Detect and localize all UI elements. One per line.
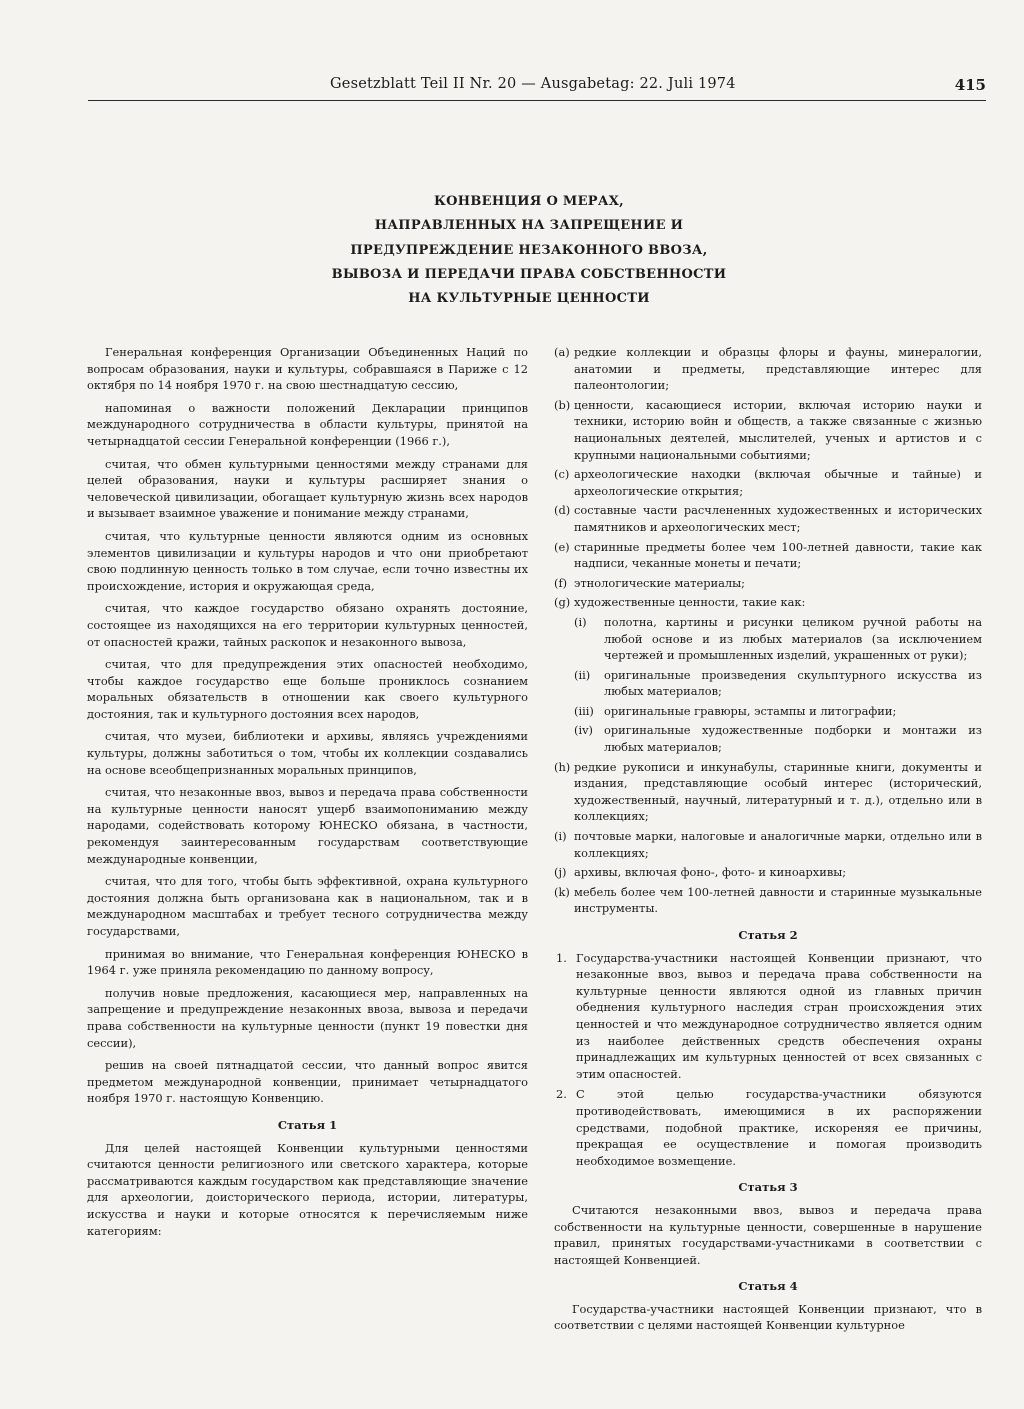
preamble-paragraph: напоминая о важности положений Декларации принципов международного сотрудничества в области культуры, принятой на четырнадцатой сессии Генеральной конференции (1966 г.), (87, 400, 528, 448)
item-text: мебель более чем 100-летней давности и старинные музыкальные инструменты. (574, 884, 982, 916)
item-marker: (e) (554, 539, 570, 554)
numbered-clause (556, 1086, 982, 1169)
article-1-text: Для целей настоящей Конвенции культурными ценностями считаются ценности религиозного или светского характера, которые рассматриваются каждым государством как представляющие значение для археологии, доисторического периода, истории, литературы, искусства и науки и которые относятся к перечисляемым ниже категориям: (87, 1140, 528, 1238)
item-text: художественные ценности, такие как: (574, 595, 806, 610)
preamble-paragraph: считая, что музеи, библиотеки и архивы, являясь учреждениями культуры, должны заботиться о том, чтобы их коллекции создавались на основе всеобщепризнанных моральных принципов, (87, 729, 528, 777)
sub-list-item (574, 722, 982, 755)
item-marker: (a) (554, 345, 570, 359)
clause-text: Государства-участники настоящей Конвенции признают, что незаконные ввоз, вывоз и передача права собственности на культурные ценности являются одной из главных причин обеднения культурного наследия стран происхождения этих ценностей и что международное сотрудничество является одним из наиболее действенных средств обеспечения охраны принадлежащих им культурных ценностей от всех связанных с этим опасностей. (576, 950, 982, 1081)
item-marker: (f) (554, 575, 568, 590)
sub-item-marker: (iii) (574, 703, 594, 718)
article-3-text: Считаются незаконными ввоз, вывоз и передача права собственности на культурные ценности, совершенные в нарушение правил, принятых государствами-участниками в соответствии с настоящей Конвенцией. (554, 1202, 982, 1267)
sub-list-item (574, 614, 982, 664)
list-item (554, 466, 982, 499)
page-header (88, 76, 986, 101)
sub-list-item (574, 667, 982, 700)
article-2-heading: Статья 2 (738, 928, 798, 942)
preamble-paragraph: получив новые предложения, касающиеся мер, направленных на запрещение и предупреждение незаконных ввоза, вывоза и передачи права собственности на культурные ценности (пункт 19 повестки дня сессии), (87, 985, 528, 1050)
numbered-clause (556, 950, 982, 1083)
sub-item-marker: (iv) (574, 723, 593, 738)
preamble-paragraph: считая, что обмен культурными ценностями между странами для целей образования, науки и культуры расширяет знания о человеческой цивилизации, обогащает культурную жизнь всех народов и вызывает взаимное уважение и понимание между странами, (87, 456, 528, 521)
preamble-paragraph: считая, что каждое государство обязано охранять достояние, состоящее из находящихся на его территории культурных ценностей, от опасностей кражи, тайных раскопок и незаконного вывоза, (87, 601, 528, 649)
list-item (554, 759, 982, 825)
item-text: почтовые марки, налоговые и аналогичные марки, отдельно или в коллекциях; (574, 829, 982, 860)
item-marker: (b) (554, 397, 571, 412)
item-marker: (i) (554, 829, 567, 844)
item-text: этнологические материалы; (574, 575, 746, 590)
preamble-paragraph: считая, что для того, чтобы быть эффективной, охрана культурного достояния должна быть организована как в национальном, так и в международном масштабах и требует тесного сотрудничества между государствами, (87, 874, 528, 938)
list-item (554, 884, 982, 917)
title-line: НА КУЛЬТУРНЫЕ ЦЕННОСТИ (408, 291, 650, 307)
sub-list-item (574, 703, 982, 720)
list-item (554, 397, 982, 463)
title-line: НАПРАВЛЕННЫХ НА ЗАПРЕЩЕНИЕ И (374, 218, 684, 234)
title-line: КОНВЕНЦИЯ О МЕРАХ, (434, 194, 624, 209)
item-text: старинные предметы более чем 100-летней давности, такие как надписи, чеканные монеты и печати; (574, 539, 982, 571)
item-marker: (h) (554, 759, 571, 774)
item-text: архивы, включая фоно-, фото- и киноархивы; (574, 865, 847, 880)
list-item (554, 539, 982, 572)
item-text: редкие коллекции и образцы флоры и фауны, минералогии, анатомии и предметы, представляющие интерес для палеонтологии; (574, 345, 982, 393)
title-line: ВЫВОЗА И ПЕРЕДАЧИ ПРАВА СОБСТВЕННОСТИ (331, 266, 727, 282)
sub-item-marker: (i) (574, 614, 587, 629)
item-text: ценности, касающиеся истории, включая историю науки и техники, историю войн и обществ, а также связанные с жизнью национальных деятелей, мыслителей, ученых и артистов и с крупными национальными событиями; (574, 397, 982, 462)
item-marker: (j) (554, 865, 567, 880)
article-3-heading: Статья 3 (738, 1180, 798, 1195)
preamble-paragraph: считая, что незаконные ввоз, вывоз и передача права собственности на культурные ценности наносят ущерб взаимопониманию между народами, содействовать которому ЮНЕСКО обязана, в частности, рекомендуя заинтересованным государствам соответствующие международные конвенции, (87, 785, 528, 866)
left-column (87, 344, 528, 1245)
item-marker: (k) (554, 884, 570, 899)
preamble-paragraph: считая, что культурные ценности являются одним из основных элементов цивилизации и культуры народов и что они приобретают свою подлинную ценность только в том случае, если точно известны их происхождение, история и окружающая среда, (87, 528, 528, 593)
clause-number: 2. (556, 1087, 567, 1102)
item-marker: (g) (554, 595, 571, 610)
sub-item-text: оригинальные гравюры, эстампы и литографии; (604, 703, 897, 718)
sub-item-marker: (ii) (574, 667, 591, 682)
item-text: составные части расчлененных художественных и исторических памятников и археологических мест; (574, 503, 982, 534)
item-marker: (d) (554, 503, 571, 518)
clause-number: 1. (556, 950, 567, 965)
list-item (554, 864, 982, 881)
preamble-paragraph: Генеральная конференция Организации Объединенных Наций по вопросам образования, науки и культуры, собравшаяся в Париже с 12 октября по 14 ноября 1970 г. на свою шестнадцатую сессию, (87, 345, 528, 393)
item-text: редкие рукописи и инкунабулы, старинные книги, документы и издания, представляющие особый интерес (исторический, художественный, научный, литературный и т. д.), отдельно или в коллекциях; (574, 759, 982, 824)
gazette-header: Gesetzblatt Teil II Nr. 20 — Ausgabetag: 22. Juli 1974 (330, 76, 736, 92)
right-column (554, 344, 982, 1340)
list-item (554, 502, 982, 535)
preamble-paragraph: принимая во внимание, что Генеральная конференция ЮНЕСКО в 1964 г. уже приняла рекомендацию по данному вопросу, (87, 946, 528, 978)
article-1-heading: Статья 1 (277, 1117, 338, 1132)
list-item (554, 575, 982, 592)
clause-text: С этой целью государства-участники обязуются противодействовать, имеющимися в их распоряжении средствами, подобной практике, искореняя ее причины, прекращая ее осуществление и помогая производить необходимое возмещение. (576, 1087, 982, 1168)
item-marker: (c) (554, 467, 570, 482)
preamble-paragraph: считая, что для предупреждения этих опасностей необходимо, чтобы каждое государство еще больше прониклось сознанием моральных обязательств в отношении как своего культурного достояния, так и культурного достояния всех народов, (87, 657, 528, 721)
sub-item-text: оригинальные художественные подборки и монтажи из любых материалов; (604, 723, 982, 755)
sub-item-text: полотна, картины и рисунки целиком ручной работы на любой основе и из любых материалов (за исключением чертежей и промышленных изделий, украшенных от руки); (604, 614, 982, 663)
list-item (554, 594, 982, 611)
document-title (200, 190, 858, 311)
page-number: 415 (954, 76, 986, 94)
item-text: археологические находки (включая обычные и тайные) и археологические открытия; (574, 467, 982, 498)
article-4-heading: Статья 4 (738, 1279, 798, 1294)
list-item (554, 344, 982, 394)
list-item (554, 828, 982, 861)
title-line: ПРЕДУПРЕЖДЕНИЕ НЕЗАКОННОГО ВВОЗА, (350, 242, 708, 258)
preamble-paragraph: решив на своей пятнадцатой сессии, что данный вопрос явится предметом международной конвенции, принимает четырнадцатого ноября 1970 г. настоящую Конвенцию. (87, 1058, 528, 1106)
article-4-text: Государства-участники настоящей Конвенции признают, что в соответствии с целями настоящей Конвенции культурное (554, 1301, 982, 1333)
sub-item-text: оригинальные произведения скульптурного искусства из любых материалов; (604, 667, 982, 699)
